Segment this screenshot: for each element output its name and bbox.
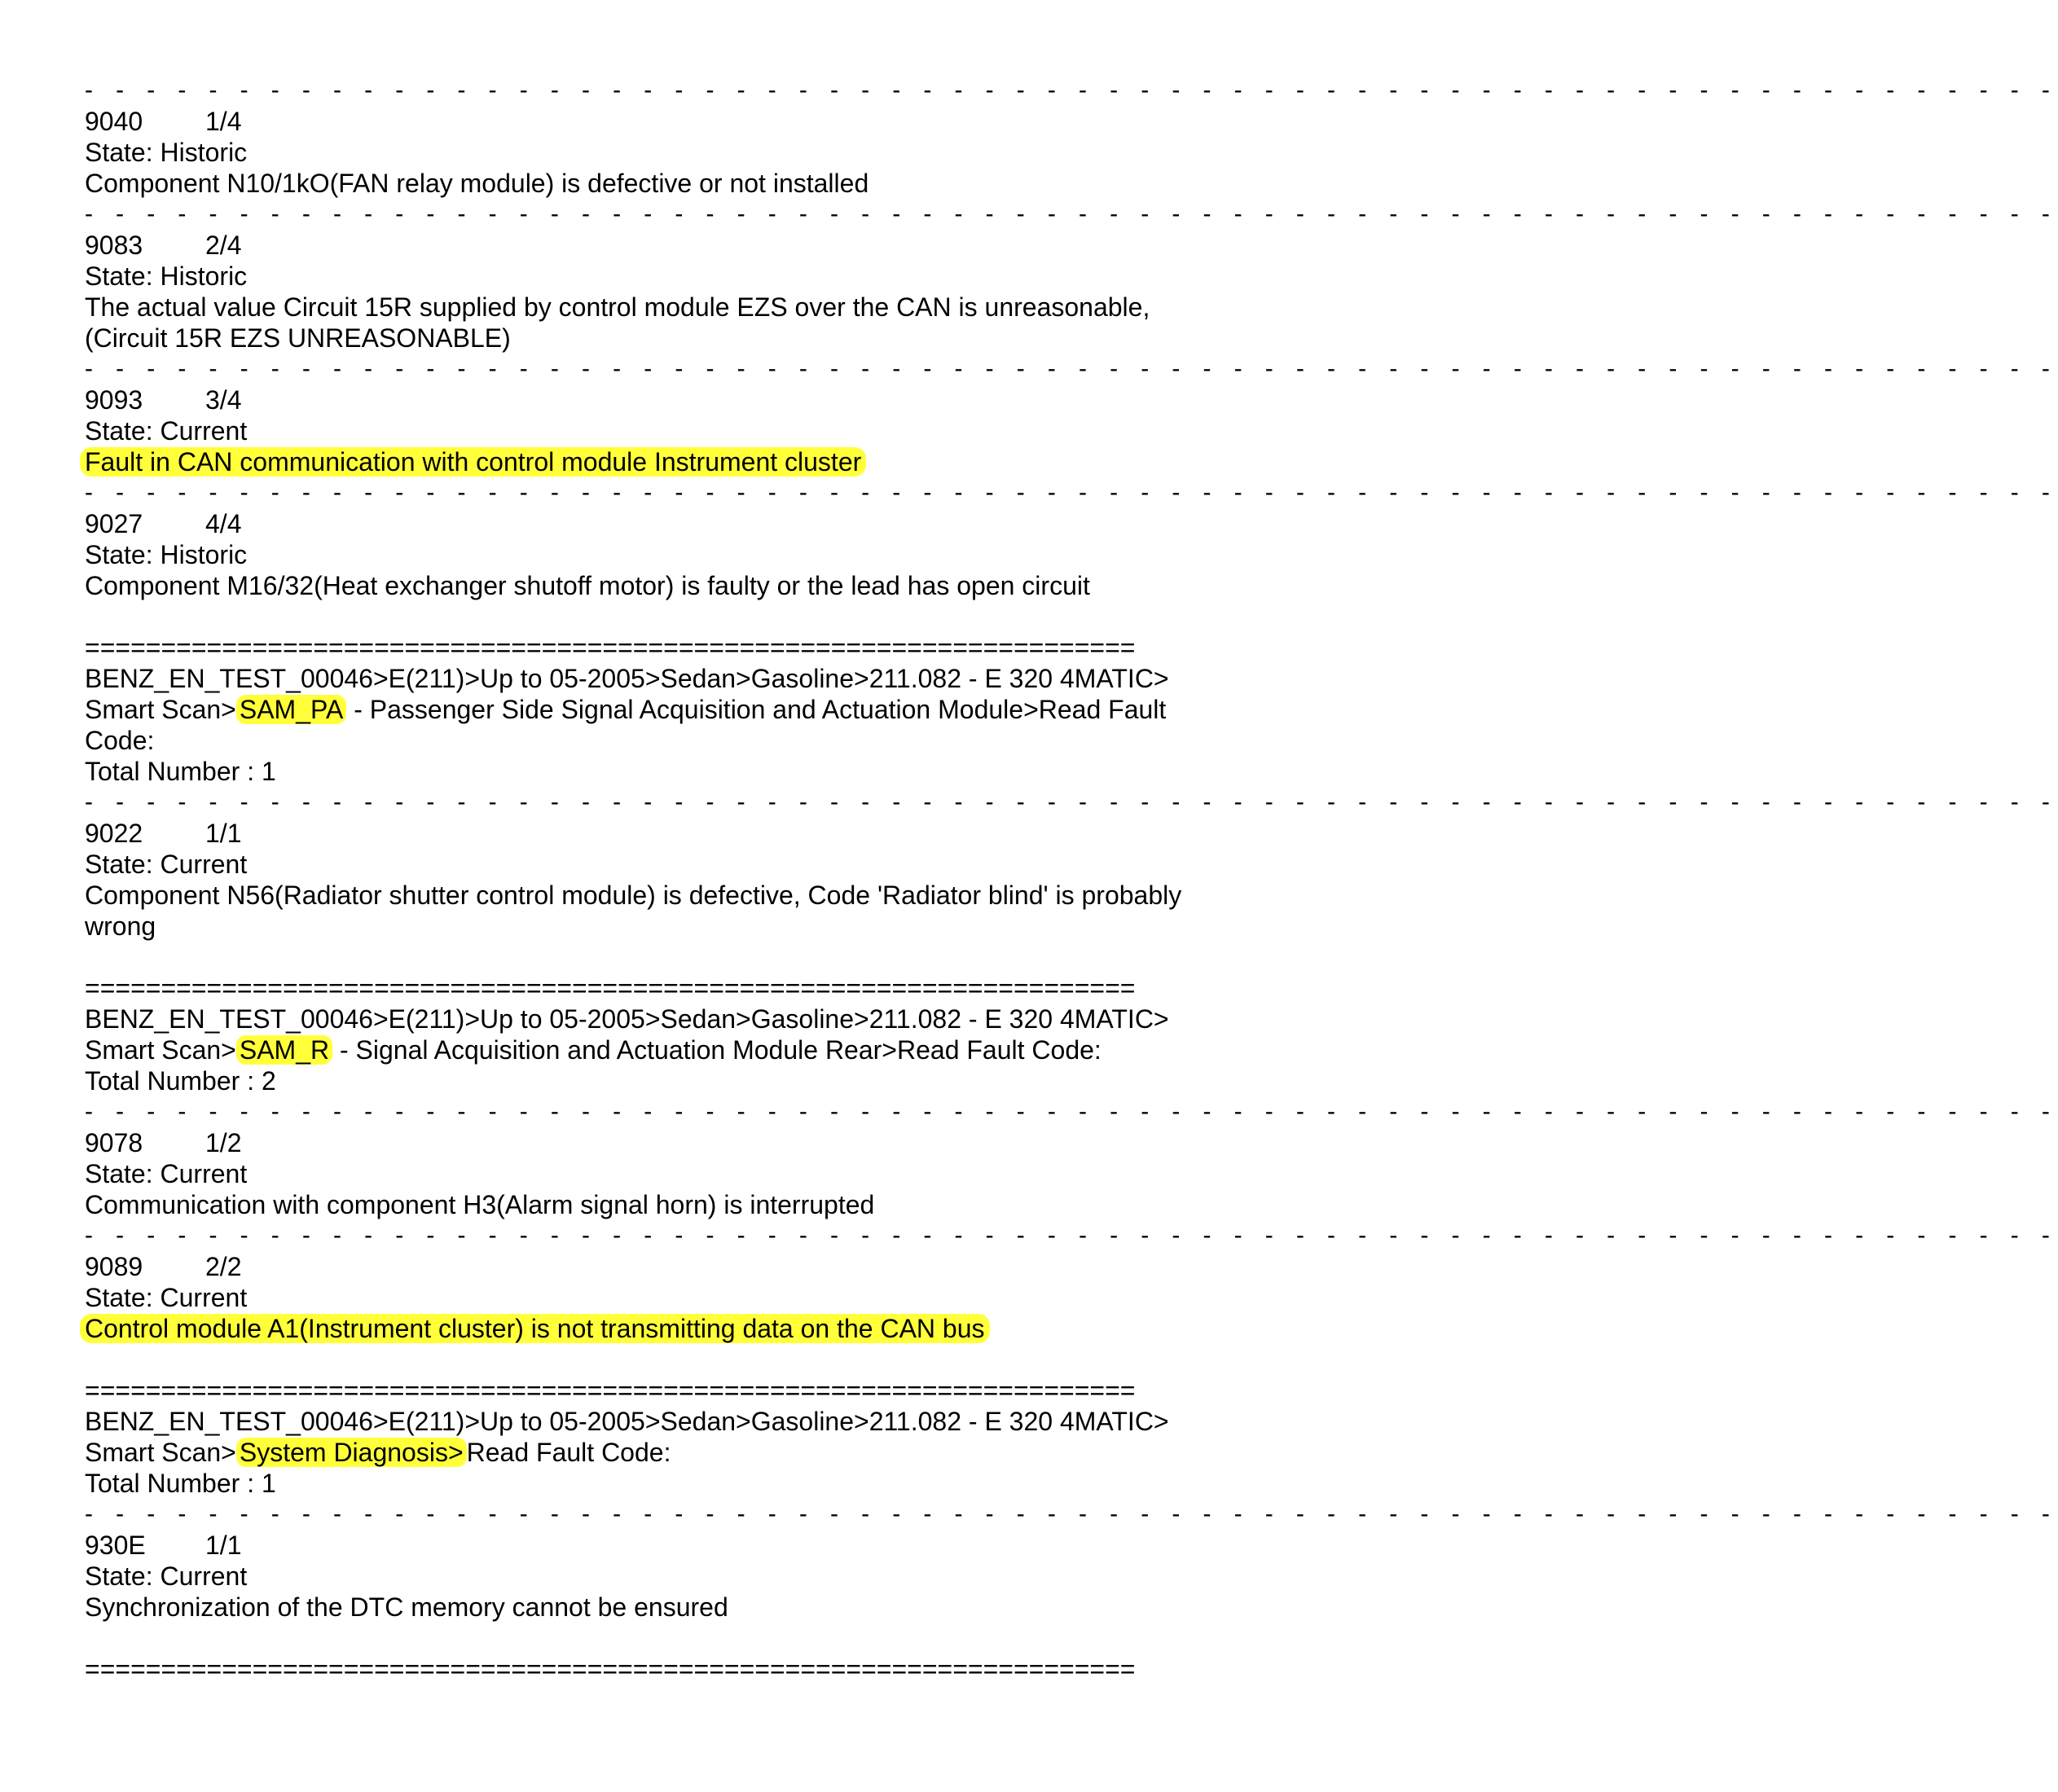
fault-code: 9078 <box>85 1128 143 1157</box>
equals-separator: ===================================================================== <box>85 1376 1136 1405</box>
dash-separator: - - - - - - - - - - - - - - - - - - - - - - - - - - - - - - - - - - - - - - - - - - - - - - - - - - - - - - - - - - - - - - - - <box>85 1098 2058 1125</box>
fault-state: State: Current <box>85 416 248 446</box>
fault-entry <box>85 1127 1299 1220</box>
fault-description: Communication with component H3(Alarm signal horn) is interrupted <box>85 1190 875 1219</box>
fault-description-cont: (Circuit 15R EZS UNREASONABLE) <box>85 323 511 353</box>
fault-code: 9093 <box>85 385 143 415</box>
fault-index: 2/2 <box>205 1252 242 1281</box>
fault-entry <box>85 230 1299 354</box>
equals-separator: ===================================================================== <box>85 1654 1136 1684</box>
fault-code: 930E <box>85 1531 146 1560</box>
equals-separator: ===================================================================== <box>85 973 1136 1003</box>
fault-description-cont: wrong <box>85 911 156 941</box>
fault-state: State: Historic <box>85 138 248 167</box>
fault-code: 9022 <box>85 819 143 848</box>
fault-index: 1/1 <box>205 1531 242 1560</box>
fault-code: 9040 <box>85 107 143 136</box>
total-number: Total Number : 2 <box>85 1066 276 1096</box>
path-suffix: - Signal Acquisition and Actuation Module Rear>Read Fault Code: <box>332 1035 1102 1065</box>
total-number: Total Number : 1 <box>85 1469 276 1498</box>
fault-description: Component M16/32(Heat exchanger shutoff motor) is faulty or the lead has open circuit <box>85 571 1090 600</box>
path-suffix: - Passenger Side Signal Acquisition and Actuation Module>Read Fault <box>346 695 1167 724</box>
fault-index: 1/4 <box>205 107 242 136</box>
fault-report-page <box>85 75 2058 1684</box>
fault-entry <box>85 1530 1299 1623</box>
fault-description-highlighted: Control module A1(Instrument cluster) is not transmitting data on the CAN bus <box>80 1314 990 1343</box>
fault-description: Component N10/1kO(FAN relay module) is defective or not installed <box>85 169 869 198</box>
fault-index: 3/4 <box>205 385 242 415</box>
path-line: BENZ_EN_TEST_00046>E(211)>Up to 05-2005>Sedan>Gasoline>211.082 - E 320 4MATIC> <box>85 664 1169 693</box>
fault-description-highlighted: Fault in CAN communication with control module Instrument cluster <box>80 447 866 477</box>
fault-state: State: Current <box>85 1159 248 1188</box>
path-prefix: Smart Scan> <box>85 1035 236 1065</box>
fault-description: The actual value Circuit 15R supplied by control module EZS over the CAN is unreasonable, <box>85 292 1150 322</box>
dash-separator: - - - - - - - - - - - - - - - - - - - - - - - - - - - - - - - - - - - - - - - - - - - - - - - - - - - - - - - - - - - - - - - - <box>85 479 2058 506</box>
total-number: Total Number : 1 <box>85 757 276 786</box>
path-highlight: SAM_PA <box>236 695 346 724</box>
fault-state: State: Historic <box>85 540 248 569</box>
section-header-sam-r <box>85 1004 1299 1096</box>
fault-state: State: Current <box>85 1561 248 1591</box>
path-highlight: System Diagnosis> <box>236 1438 467 1467</box>
fault-index: 4/4 <box>205 509 242 538</box>
fault-state: State: Current <box>85 850 248 879</box>
fault-entry <box>85 384 1299 477</box>
equals-separator: ===================================================================== <box>85 633 1136 662</box>
dash-separator: - - - - - - - - - - - - - - - - - - - - - - - - - - - - - - - - - - - - - - - - - - - - - - - - - - - - - - - - - - - - - - - - <box>85 788 2058 815</box>
path-prefix: Smart Scan> <box>85 695 236 724</box>
section-header-system-diagnosis <box>85 1406 1299 1499</box>
fault-code: 9027 <box>85 509 143 538</box>
dash-separator: - - - - - - - - - - - - - - - - - - - - - - - - - - - - - - - - - - - - - - - - - - - - - - - - - - - - - - - - - - - - - - - - <box>85 355 2058 382</box>
dash-separator: - - - - - - - - - - - - - - - - - - - - - - - - - - - - - - - - - - - - - - - - - - - - - - - - - - - - - - - - - - - - - - - - <box>85 200 2058 227</box>
fault-entry <box>85 508 1299 601</box>
fault-description: Synchronization of the DTC memory cannot be ensured <box>85 1592 728 1622</box>
fault-index: 2/4 <box>205 231 242 260</box>
fault-index: 1/2 <box>205 1128 242 1157</box>
fault-entry <box>85 818 1299 942</box>
section-header-sam-pa <box>85 663 1299 787</box>
fault-code: 9089 <box>85 1252 143 1281</box>
fault-description: Component N56(Radiator shutter control module) is defective, Code 'Radiator blind' is probably <box>85 881 1182 910</box>
path-line: Code: <box>85 726 155 755</box>
fault-index: 1/1 <box>205 819 242 848</box>
path-line: BENZ_EN_TEST_00046>E(211)>Up to 05-2005>Sedan>Gasoline>211.082 - E 320 4MATIC> <box>85 1004 1169 1034</box>
path-highlight: SAM_R <box>236 1035 332 1065</box>
fault-state: State: Historic <box>85 261 248 291</box>
dash-separator: - - - - - - - - - - - - - - - - - - - - - - - - - - - - - - - - - - - - - - - - - - - - - - - - - - - - - - - - - - - - - - - - <box>85 1222 2058 1249</box>
path-prefix: Smart Scan> <box>85 1438 236 1467</box>
dash-separator: - - - - - - - - - - - - - - - - - - - - - - - - - - - - - - - - - - - - - - - - - - - - - - - - - - - - - - - - - - - - - - - - <box>85 77 2058 103</box>
path-line: BENZ_EN_TEST_00046>E(211)>Up to 05-2005>Sedan>Gasoline>211.082 - E 320 4MATIC> <box>85 1407 1169 1436</box>
fault-entry <box>85 106 1299 199</box>
path-suffix: Read Fault Code: <box>466 1438 671 1467</box>
fault-state: State: Current <box>85 1283 248 1312</box>
dash-separator: - - - - - - - - - - - - - - - - - - - - - - - - - - - - - - - - - - - - - - - - - - - - - - - - - - - - - - - - - - - - - - - - <box>85 1500 2058 1527</box>
fault-entry <box>85 1251 1299 1344</box>
fault-code: 9083 <box>85 231 143 260</box>
